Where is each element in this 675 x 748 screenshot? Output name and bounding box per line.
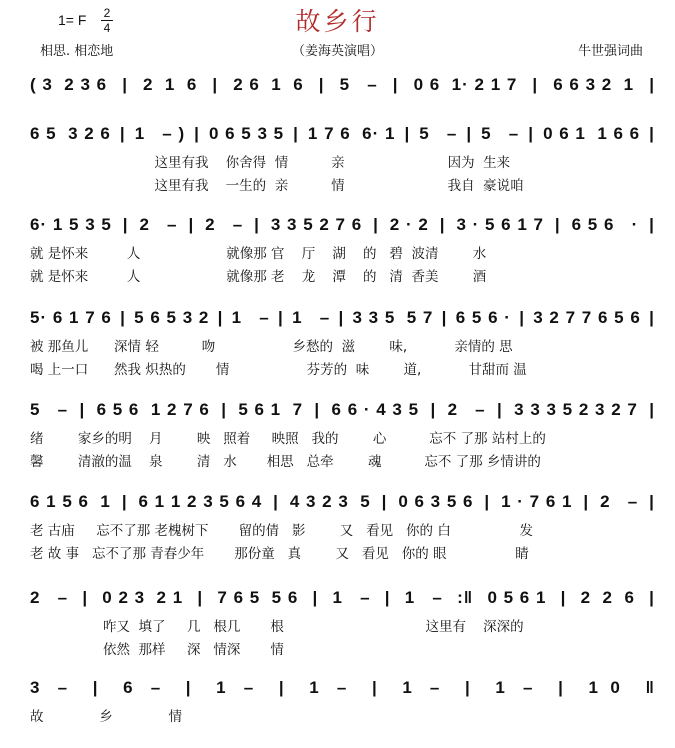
barline: | [560,588,567,607]
measure-notes: 1 – [309,678,348,697]
barline: | [373,215,379,234]
measure-notes: 6 6 3 2 1 [553,75,635,94]
barline: | [649,75,655,94]
measure-notes: 5 – [30,400,69,419]
barline: | [466,124,473,143]
measure-notes: 6 5 6 1 2 7 6 [96,400,210,419]
barline: | [185,678,192,697]
barline: | [278,308,284,327]
measure-notes: 2 6 1 6 [233,75,304,94]
lyric-verse-2: 喝 上一口 然我 炽热的 情 芬芳的 味 道, 甘甜而 温 [30,362,527,378]
barline: | [338,308,345,327]
measure-notes: 6 1 5 6 1 [30,492,111,511]
barline: | [381,492,388,511]
subtitle: 相思. 相恋地 [40,44,114,59]
measure-notes: 2 2 6 [580,588,635,607]
measure-notes: 4 3 2 3 5 [289,492,371,511]
barline: | [92,678,99,697]
barline: | [430,400,437,419]
time-signature-top: 2 [103,6,111,20]
measure-notes: 1 7 6 6· 1 [307,124,396,143]
lyric-verse-1: 就 是怀来 人 就像那 官 厅 湖 的 碧 波清 水 [30,246,487,262]
measure-notes: 6 5 6 · [571,215,639,234]
measure-notes: 3 3 5 5 7 [352,308,434,327]
lyric-verse-2: 老 故 事 忘不了那 青春少年 那份童 真 又 看见 你的 眼 睛 [30,546,529,562]
measure-notes: 2 1 6 [143,75,198,94]
measure-notes: 1 – [231,308,270,327]
measure-notes: 2 – [447,400,486,419]
barline: | [212,75,219,94]
barline: | [79,400,86,419]
measure-notes: 1 0 [588,678,621,697]
notation-line [30,675,655,701]
barline: ‖ [645,678,655,697]
barline: | [465,678,471,697]
measure-notes: 1 · 7 6 1 [501,492,573,511]
notation-line [30,72,655,98]
barline: | [120,308,126,327]
barline: | [649,124,655,143]
barline: | [649,308,655,327]
composer-credit: 牛世强词曲 [577,44,643,59]
lyric-verse-2: 依然 那样 深 情深 情 [30,642,284,658]
barline: | [392,75,399,94]
barline: | [554,215,561,234]
measure-notes: 5 6 5 3 2 [134,308,210,327]
barline: | [188,215,195,234]
barline: | [221,400,227,419]
barline: | [121,492,128,511]
time-signature [101,7,113,34]
measure-notes: 2 · 2 [389,215,429,234]
barline: | [371,678,378,697]
barline: | [82,588,89,607]
barline: | [497,400,503,419]
singer-credit: （姜海英演唱） [291,44,383,59]
barline: | [273,492,279,511]
key-signature: 1= F [58,12,87,28]
barline: | [649,588,655,607]
lyric-verse-2 [30,728,655,748]
measure-notes: 6· 1 5 3 5 [30,215,112,234]
measure-notes: ( 3 2 3 6 [30,75,108,94]
measure-notes: 5· 6 1 7 6 [30,308,112,327]
measure-notes: 3 3 3 5 2 3 2 7 [514,400,638,419]
measure-notes: 6 – [123,678,162,697]
notation-line [30,121,655,147]
measure-notes: 3 – [30,678,69,697]
measure-notes: 1 – [292,308,331,327]
measure-notes: 7 6 5 5 6 [217,588,299,607]
measure-notes: 1 – [495,678,534,697]
measure-notes: 5 – [339,75,378,94]
barline: | [293,124,299,143]
measure-notes: 1 – [216,678,255,697]
song-title: 故乡行 [295,7,380,36]
measure-notes: 1 – ) [134,124,186,143]
barline: | [384,588,391,607]
measure-notes: 5 – [419,124,458,143]
measure-notes: 0 2 3 2 1 [102,588,184,607]
measure-notes: 5 6 1 7 [238,400,304,419]
measure-notes: 2 – [139,215,178,234]
measure-notes: 5 – [481,124,520,143]
lyric-verse-2: 这里有我 一生的 亲 情 我自 豪说咱 [30,178,524,194]
barline: | [119,124,126,143]
lyric-verse-2: 就 是怀来 人 就像那 老 龙 潭 的 清 香美 酒 [30,269,487,285]
lyric-verse-1: 被 那鱼儿 深情 轻 吻 乡愁的 滋 味, 亲情的 思 [30,339,513,355]
barline: | [404,124,411,143]
measure-notes: 0 6 3 5 6 [398,492,474,511]
measure-notes: 6 1 1 2 3 5 6 4 [138,492,263,511]
measure-notes: 0 6 5 3 5 [208,124,285,143]
measure-notes: 3 3 5 2 7 6 [270,215,363,234]
barline: | [312,588,319,607]
measure-notes: 1 – [404,588,443,607]
barline: | [583,492,590,511]
measure-notes: 3 · 5 6 1 7 [456,215,544,234]
measure-notes: 2 – [205,215,244,234]
lyric-verse-1: 老 古庙 忘不了那 老槐树下 留的倩 影 又 看见 你的 白 发 [30,523,533,539]
lyric-verse-1: 咋又 填了 几 根几 根 这里有 深深的 [30,619,524,635]
notation-line [30,397,655,423]
measure-notes: 6 5 6 · [455,308,511,327]
barline: | [254,215,260,234]
measure-notes: 0 6 1· 2 1 7 [413,75,518,94]
measure-notes: 0 6 1 1 6 6 [543,124,641,143]
barline: | [558,678,564,697]
lyric-verse-2: 馨 清澈的温 泉 清 水 相思 总牵 魂 忘不 了那 乡情讲的 [30,454,541,470]
measure-notes: 1 – [402,678,441,697]
barline: | [649,400,655,419]
barline: | [314,400,321,419]
barline: | [532,75,539,94]
measure-notes: 6 5 3 2 6 [30,124,111,143]
notation-line [30,585,655,611]
barline: | [649,215,655,234]
barline: :‖ [457,588,474,607]
barline: | [278,678,285,697]
barline: | [197,588,204,607]
barline: | [439,215,446,234]
measure-notes: 0 5 6 1 [487,588,547,607]
barline: | [217,308,224,327]
lyric-verse-1: 这里有我 你舍得 情 亲 因为 生来 [30,155,511,171]
notation-line [30,305,655,331]
barline: | [194,124,200,143]
notation-line [30,212,655,238]
barline: | [318,75,325,94]
barline: | [484,492,491,511]
barline: | [122,75,128,94]
barline: | [519,308,525,327]
measure-notes: 3 2 7 7 6 5 6 [533,308,641,327]
measure-notes: 2 – [30,588,69,607]
measure-notes: 2 – [600,492,639,511]
measure-notes: 6 6 · 4 3 5 [331,400,420,419]
time-signature-bottom: 4 [103,21,111,35]
barline: | [122,215,129,234]
lyric-verse-1: 绪 家乡的明 月 映 照着 映照 我的 心 忘不 了那 站村上的 [30,431,546,447]
barline: | [649,492,655,511]
measure-notes: 1 – [332,588,371,607]
lyric-verse-1 [30,102,655,122]
lyric-verse-1: 故 乡 情 [30,709,183,725]
barline: | [441,308,448,327]
barline: | [528,124,535,143]
notation-line [30,489,655,515]
